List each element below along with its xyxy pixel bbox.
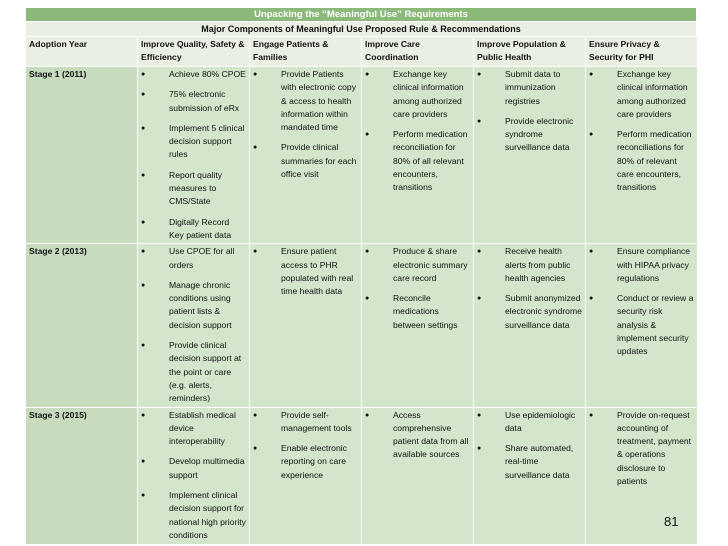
column-header: Improve Quality, Safety & Efficiency: [138, 37, 250, 67]
bullet-item: ● Share automated, real-time surveillance data: [477, 442, 582, 482]
bullet-list: [141, 68, 246, 242]
bullet-item: ● Implement clinical decision support for national high priority conditions: [141, 489, 246, 542]
bullet-item: ● Exchange key clinical information among authorized care providers: [365, 68, 470, 121]
bullet-item: ● Manage chronic conditions using patient lists & decision support: [141, 279, 246, 332]
page-number: 81: [664, 514, 679, 529]
bullet-list: [365, 245, 470, 332]
bullet-item: ● Provide electronic syndrome surveillance data: [477, 115, 582, 155]
bullet-list: [365, 68, 470, 195]
table-title: Unpacking the “Meaningful Use” Requirements: [25, 7, 697, 22]
bullet-item: ● Perform medication reconciliations for 80% of relevant care encounters, transitions: [589, 128, 694, 194]
stage-label: Stage 3 (2015): [26, 407, 138, 544]
table-cell: [586, 244, 698, 407]
bullet-list: [253, 409, 358, 482]
header-row: [26, 37, 698, 67]
stage-label: Stage 1 (2011): [26, 67, 138, 244]
column-header: Improve Care Coordination: [362, 37, 474, 67]
bullet-list: [589, 245, 694, 358]
bullet-item: ● Provide on-request accounting of treatment, payment & operations disclosure to patients: [589, 409, 694, 489]
bullet-item: ● 75% electronic submission of eRx: [141, 88, 246, 115]
column-header: Ensure Privacy & Security for PHI: [586, 37, 698, 67]
stage-label: Stage 2 (2013): [26, 244, 138, 407]
bullet-item: ● Report quality measures to CMS/State: [141, 169, 246, 209]
table-cell: [474, 407, 586, 544]
bullet-item: ● Achieve 80% CPOE: [141, 68, 246, 81]
table-cell: [250, 407, 362, 544]
bullet-item: ● Access comprehensive patient data from all available sources: [365, 409, 470, 462]
column-header: Improve Population & Public Health: [474, 37, 586, 67]
bullet-list: [141, 245, 246, 405]
bullet-list: [365, 409, 470, 462]
bullet-item: ● Provide clinical summaries for each office visit: [253, 141, 358, 181]
bullet-item: ● Receive health alerts from public health agencies: [477, 245, 582, 285]
table-row: [26, 407, 698, 544]
table-subtitle: Major Components of Meaningful Use Proposed Rule & Recommendations: [25, 22, 697, 36]
bullet-list: [253, 68, 358, 181]
bullet-item: ● Provide clinical decision support at the point or care (e.g. alerts, reminders): [141, 339, 246, 405]
bullet-list: [253, 245, 358, 298]
table-cell: [250, 244, 362, 407]
bullet-item: ● Develop multimedia support: [141, 455, 246, 482]
bullet-item: ● Use epidemiologic data: [477, 409, 582, 436]
column-header: Engage Patients & Families: [250, 37, 362, 67]
table-cell: [138, 407, 250, 544]
bullet-item: ● Ensure compliance with HIPAA privacy regulations: [589, 245, 694, 285]
bullet-item: ● Ensure patient access to PHR populated with real time health data: [253, 245, 358, 298]
bullet-item: ● Produce & share electronic summary care record: [365, 245, 470, 285]
bullet-list: [141, 409, 246, 543]
table-cell: [474, 244, 586, 407]
table-cell: [362, 67, 474, 244]
bullet-item: ● Submit anonymized electronic syndrome surveillance data: [477, 292, 582, 332]
table-cell: [250, 67, 362, 244]
requirements-table: [25, 36, 698, 545]
bullet-item: ● Enable electronic reporting on care experience: [253, 442, 358, 482]
bullet-item: ● Reconcile medications between settings: [365, 292, 470, 332]
table-cell: [138, 244, 250, 407]
bullet-item: ● Implement 5 clinical decision support rules: [141, 122, 246, 162]
bullet-item: ● Submit data to immunization registries: [477, 68, 582, 108]
table-row: [26, 67, 698, 244]
bullet-item: ● Perform medication reconciliation for 80% of all relevant encounters, transitions: [365, 128, 470, 194]
bullet-item: ● Use CPOE for all orders: [141, 245, 246, 272]
bullet-item: ● Establish medical device interoperability: [141, 409, 246, 449]
bullet-list: [589, 409, 694, 489]
bullet-list: [589, 68, 694, 195]
bullet-item: ● Exchange key clinical information among authorized care providers: [589, 68, 694, 121]
bullet-item: ● Digitally Record Key patient data: [141, 216, 246, 243]
bullet-list: [477, 68, 582, 155]
bullet-list: [477, 245, 582, 332]
table-cell: [586, 67, 698, 244]
bullet-item: ● Conduct or review a security risk analysis & implement security updates: [589, 292, 694, 358]
bullet-item: ● Provide Patients with electronic copy & access to health information within mandated time: [253, 68, 358, 134]
requirements-table-frame: [25, 7, 697, 545]
table-cell: [138, 67, 250, 244]
bullet-list: [477, 409, 582, 482]
column-header: Adoption Year: [26, 37, 138, 67]
table-row: [26, 244, 698, 407]
table-cell: [362, 244, 474, 407]
bullet-item: ● Provide self-management tools: [253, 409, 358, 436]
table-cell: [586, 407, 698, 544]
table-cell: [474, 67, 586, 244]
table-cell: [362, 407, 474, 544]
